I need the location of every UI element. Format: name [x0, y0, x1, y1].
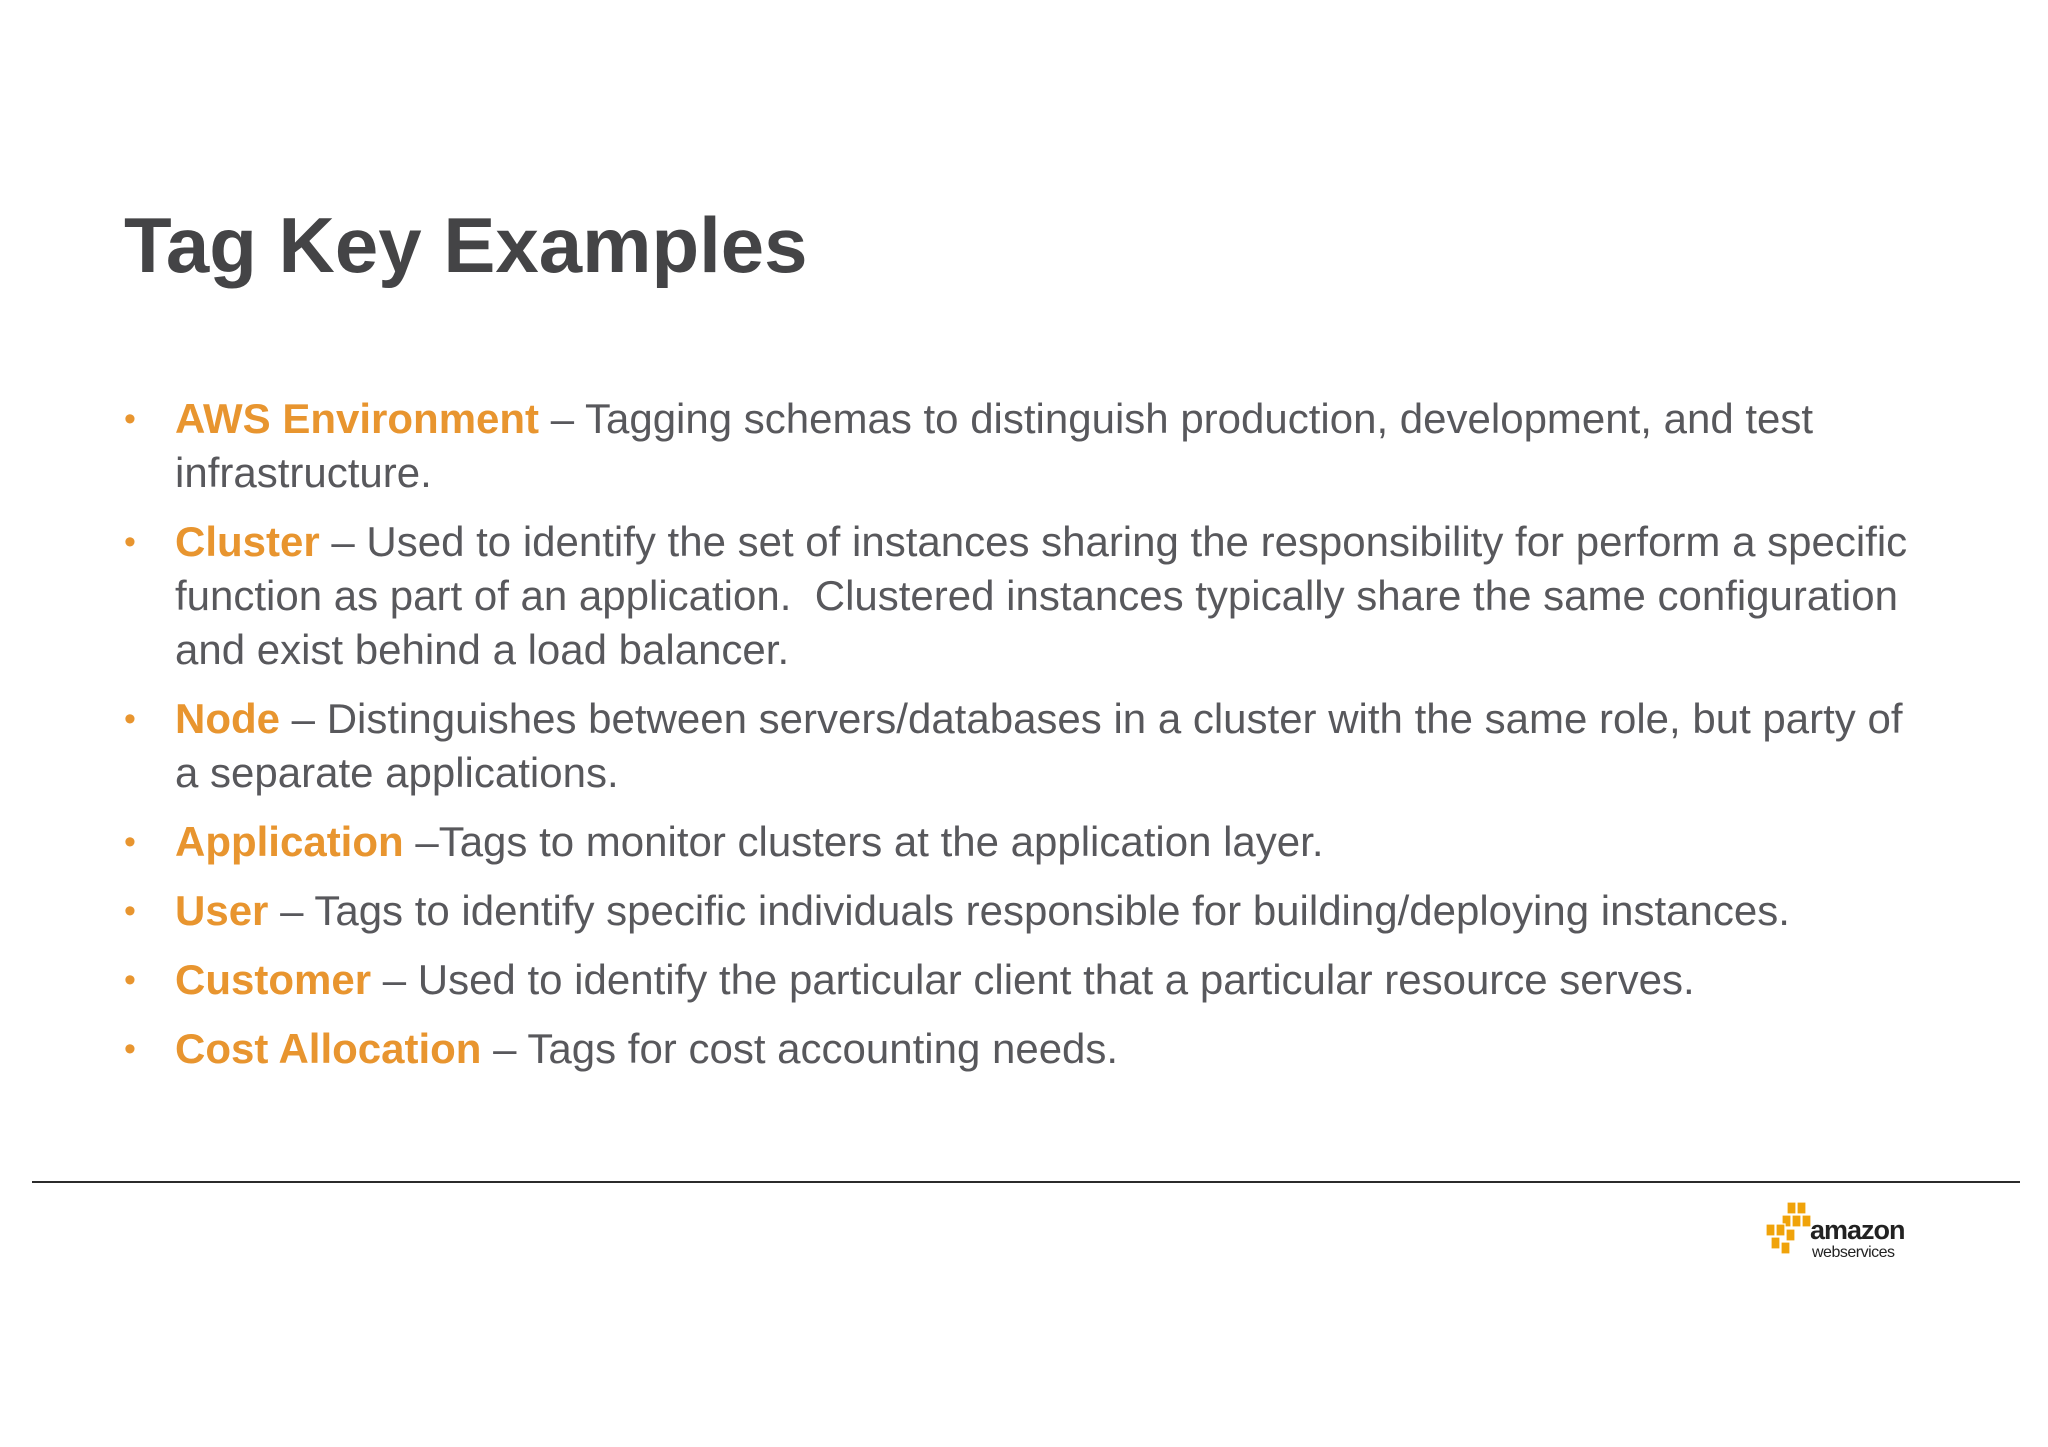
- logo-wordmark: amazon: [1810, 1215, 1905, 1245]
- footer-divider: [32, 1181, 2020, 1183]
- bullet-item-cost-allocation: [124, 1022, 1924, 1076]
- bullet-text: – Used to identify the particular client that a particular resource serves.: [371, 956, 1695, 1003]
- bullet-dot: •: [124, 400, 136, 438]
- bullet-text: –Tags to monitor clusters at the application layer.: [403, 818, 1324, 865]
- bullet-dot: •: [124, 823, 136, 861]
- aws-logo: [1765, 1200, 1925, 1264]
- bullet-dot: •: [124, 700, 136, 738]
- bullet-text: – Tags to identify specific individuals responsible for building/deploying instances.: [268, 887, 1790, 934]
- bullet-text: – Distinguishes between servers/databases in a cluster with the same role, but party of a separate applications.: [175, 695, 1903, 796]
- bullet-dot: •: [124, 961, 136, 999]
- bullet-item-user: [124, 884, 1924, 938]
- aws-cubes-icon: [1765, 1200, 1811, 1264]
- bullet-text: – Used to identify the set of instances sharing the responsibility for perform a specific function as part of an application. Clustered instances typically share the same configuration and exist behind a load balancer.: [175, 518, 1919, 673]
- bullet-item-cluster: [124, 515, 1924, 677]
- bullet-text: – Tagging schemas to distinguish production, development, and test infrastructure.: [175, 395, 1814, 496]
- bullet-dot: •: [124, 892, 136, 930]
- bullet-item-application: [124, 815, 1924, 869]
- bullet-item-aws-environment: [124, 392, 1924, 500]
- bullet-list: [124, 392, 1924, 1091]
- bullet-item-customer: [124, 953, 1924, 1007]
- bullet-term: Cost Allocation: [175, 1025, 482, 1072]
- bullet-text: – Tags for cost accounting needs.: [481, 1025, 1119, 1072]
- logo-subtitle: webservices: [1812, 1244, 1895, 1261]
- bullet-dot: •: [124, 523, 136, 561]
- bullet-term: User: [175, 887, 269, 934]
- bullet-item-node: [124, 692, 1924, 800]
- bullet-term: AWS Environment: [175, 395, 540, 442]
- bullet-dot: •: [124, 1030, 136, 1068]
- bullet-term: Node: [175, 695, 280, 742]
- bullet-term: Customer: [175, 956, 372, 1003]
- slide-title: Tag Key Examples: [124, 201, 808, 289]
- bullet-term: Cluster: [175, 518, 320, 565]
- bullet-term: Application: [175, 818, 404, 865]
